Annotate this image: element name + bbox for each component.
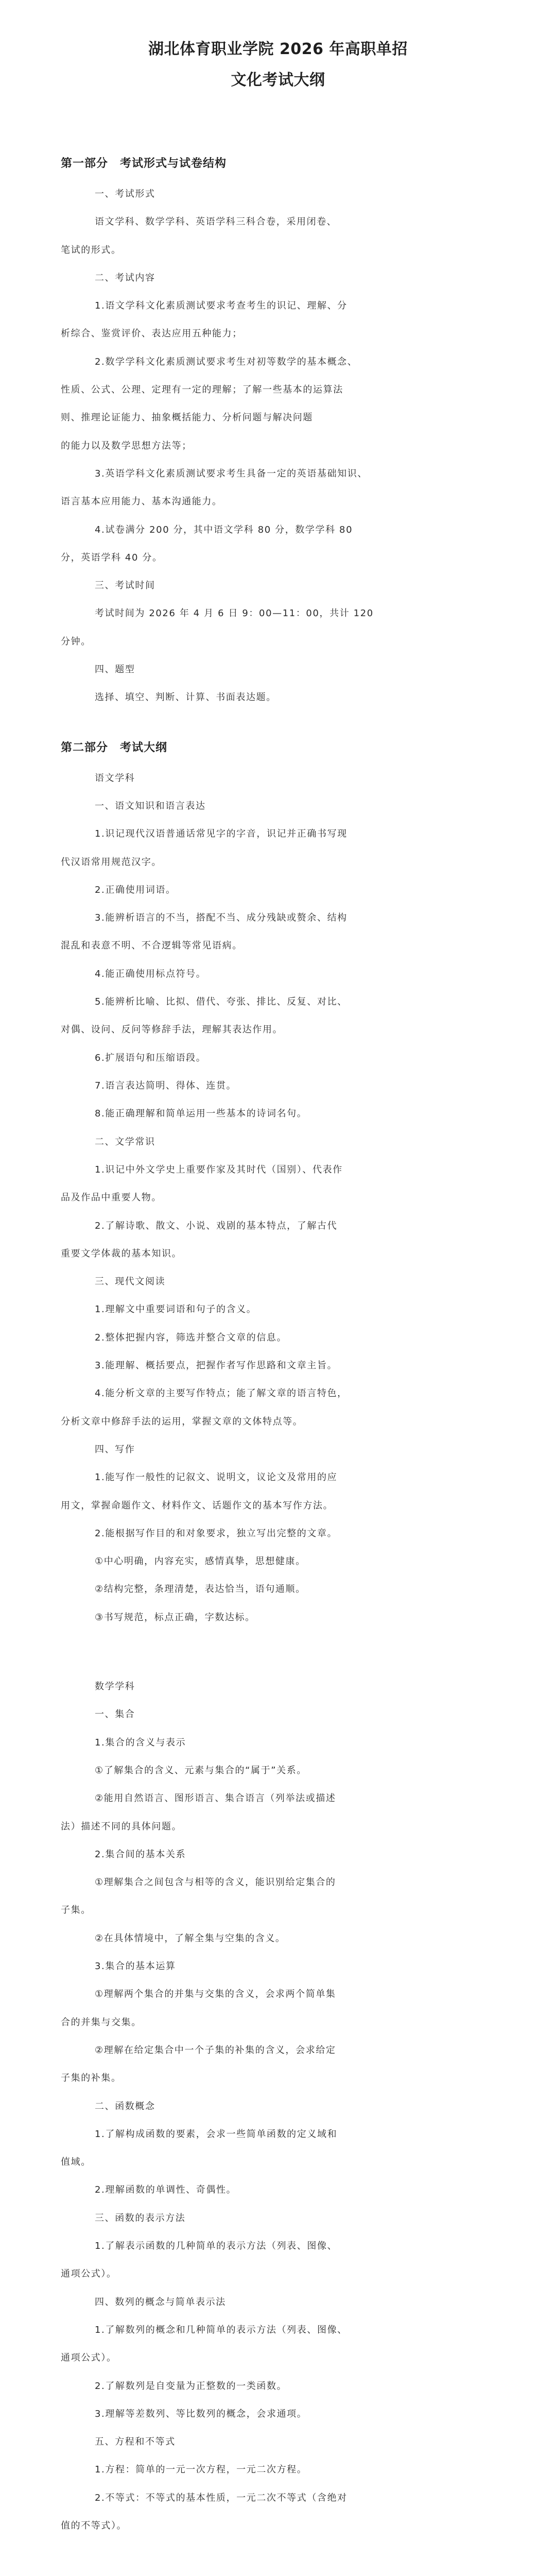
body-line: 5.能辨析比喻、比拟、借代、夸张、排比、反复、对比、 [95, 996, 348, 1007]
body-line: 1.集合的含义与表示 [95, 1737, 186, 1748]
subject-heading: 数学学科 [95, 1681, 135, 1692]
body-line: 2.数学学科文化素质测试要求考生对初等数学的基本概念、 [95, 357, 358, 367]
body-line: 2.理解函数的单调性、奇偶性。 [95, 2184, 237, 2195]
body-line: 1.了解数列的概念和几种简单的表示方法（列表、图像、 [95, 2325, 348, 2335]
body-line: 3.能理解、概括要点，把握作者写作思路和文章主旨。 [95, 1360, 338, 1371]
body-line: 4.能正确使用标点符号。 [95, 969, 206, 979]
body-line-continued: 值的不等式）。 [61, 2520, 127, 2531]
body-line: 选择、填空、判断、计算、书面表达题。 [95, 692, 276, 703]
body-line: 2.了解数列是自变量为正整数的一类函数。 [95, 2381, 287, 2392]
body-line: 4.试卷满分 200 分，其中语文学科 80 分，数学学科 80 [95, 524, 353, 535]
body-line: 三、函数的表示方法 [95, 2213, 186, 2224]
body-line-continued: 合的并集与交集。 [61, 2017, 142, 2028]
body-line-continued: 分，英语学科 40 分。 [61, 552, 163, 563]
body-line: 二、考试内容 [95, 273, 155, 283]
body-line-continued: 分钟。 [61, 636, 91, 647]
body-line: ②能用自然语言、图形语言、集合语言（列举法或描述 [95, 1793, 336, 1804]
body-line-continued: 分析文章中修辞手法的运用，掌握文章的文体特点等。 [61, 1416, 303, 1427]
body-line-continued: 用文，掌握命题作文、材料作文、话题作文的基本写作方法。 [61, 1500, 334, 1511]
body-line: 2.了解诗歌、散文、小说、戏剧的基本特点，了解古代 [95, 1221, 338, 1231]
body-line: 三、考试时间 [95, 580, 155, 591]
body-line: 语文学科 [95, 773, 135, 784]
body-line: ①了解集合的含义、元素与集合的“属于”关系。 [95, 1765, 307, 1776]
body-line: 三、现代文阅读 [95, 1276, 166, 1287]
body-line: 语文学科、数学学科、英语学科三科合卷，采用闭卷、 [95, 216, 337, 227]
body-line-continued: 对偶、设问、反问等修辞手法，理解其表达作用。 [61, 1024, 283, 1035]
body-line: 1.识记中外文学史上重要作家及其时代（国别）、代表作 [95, 1164, 343, 1175]
body-line-continued: 通项公式）。 [61, 2352, 117, 2363]
body-line-continued: 子集的补集。 [61, 2073, 121, 2083]
document-title-line: 湖北体育职业学院 2026 年高职单招 [148, 40, 408, 58]
body-line-continued: 则、推理论证能力、抽象概括能力、分析问题与解决问题 [61, 412, 313, 423]
body-line-continued: 子集。 [61, 1905, 91, 1916]
body-line: 6.扩展语句和压缩语段。 [95, 1053, 206, 1063]
body-line: 1.识记现代汉语普通话常见字的字音，识记并正确书写现 [95, 828, 348, 839]
body-line: ②理解在给定集合中一个子集的补集的含义，会求给定 [95, 2045, 336, 2056]
body-line-continued: 代汉语常用规范汉字。 [61, 857, 162, 868]
body-line: 四、写作 [95, 1444, 135, 1455]
body-line: 1.能写作一般性的记叙文、说明文，议论文及常用的应 [95, 1472, 338, 1483]
body-line: 五、方程和不等式 [95, 2436, 176, 2447]
body-line: 3.集合的基本运算 [95, 1961, 176, 1972]
body-line: 1.语文学科文化素质测试要求考查考生的识记、理解、分 [95, 300, 348, 311]
body-line: ①理解两个集合的并集与交集的含义，会求两个简单集 [95, 1989, 336, 1999]
body-line: 2.能根据写作目的和对象要求，独立写出完整的文章。 [95, 1528, 338, 1539]
body-line: ①中心明确，内容充实，感情真挚，思想健康。 [95, 1556, 306, 1567]
body-line: 7.语言表达简明、得体、连贯。 [95, 1080, 237, 1091]
body-line: ③书写规范，标点正确，字数达标。 [95, 1612, 255, 1623]
body-line-continued: 法）描述不同的具体问题。 [61, 1821, 182, 1832]
body-line: 8.能正确理解和简单运用一些基本的诗词名句。 [95, 1108, 307, 1119]
body-line: 2.整体把握内容，筛选并整合文章的信息。 [95, 1332, 287, 1343]
body-line: 1.方程：简单的一元一次方程，一元二次方程。 [95, 2464, 307, 2475]
body-line-continued: 混乱和表意不明、不合逻辑等常见语病。 [61, 940, 242, 951]
body-line: 4.能分析文章的主要写作特点；能了解文章的语言特色， [95, 1388, 348, 1399]
body-line: 考试时间为 2026 年 4 月 6 日 9：00—11：00，共计 120 [95, 608, 374, 619]
body-line: ①理解集合之间包含与相等的含义，能识别给定集合的 [95, 1877, 336, 1888]
body-line-continued: 品及作品中重要人物。 [61, 1192, 162, 1203]
body-line: 2.不等式：不等式的基本性质，一元二次不等式（含绝对 [95, 2493, 348, 2503]
body-line: ②在具体情境中，了解全集与空集的含义。 [95, 1933, 286, 1944]
body-line: 3.能辨析语言的不当，搭配不当、成分残缺或赘余、结构 [95, 912, 348, 923]
body-line: ②结构完整，条理清楚，表达恰当，语句通顺。 [95, 1584, 306, 1595]
body-line: 一、语文知识和语言表达 [95, 801, 206, 811]
body-line-continued: 笔试的形式。 [61, 245, 121, 256]
body-line: 2.集合间的基本关系 [95, 1849, 186, 1860]
body-line: 3.英语学科文化素质测试要求考生具备一定的英语基础知识、 [95, 468, 368, 479]
body-line: 1.理解文中重要词语和句子的含义。 [95, 1304, 257, 1315]
part-heading: 第二部分 考试大纲 [61, 741, 168, 754]
body-line-continued: 重要文学体裁的基本知识。 [61, 1248, 182, 1259]
body-line: 一、集合 [95, 1709, 135, 1720]
body-line-continued: 析综合、鉴赏评价、表达应用五种能力； [61, 328, 242, 339]
body-line: 二、文学常识 [95, 1137, 155, 1147]
body-line: 2.正确使用词语。 [95, 885, 176, 895]
body-line-continued: 的能力以及数学思想方法等； [61, 440, 192, 451]
body-line-continued: 性质、公式、公理、定理有一定的理解；了解一些基本的运算法 [61, 384, 343, 395]
part-heading: 第一部分 考试形式与试卷结构 [61, 157, 227, 170]
document-title-line: 文化考试大纲 [231, 71, 325, 89]
body-line: 3.理解等差数列、等比数列的概念，会求通项。 [95, 2409, 307, 2419]
body-line: 二、函数概念 [95, 2101, 155, 2112]
body-line: 四、数列的概念与简单表示法 [95, 2297, 226, 2308]
body-line: 1.了解表示函数的几种简单的表示方法（列表、图像、 [95, 2241, 338, 2251]
body-line-continued: 通项公式）。 [61, 2268, 117, 2279]
body-line: 四、题型 [95, 664, 135, 675]
body-line: 一、考试形式 [95, 189, 155, 199]
body-line-continued: 值域。 [61, 2157, 91, 2167]
body-line-continued: 语言基本应用能力、基本沟通能力。 [61, 496, 222, 507]
body-line: 1.了解构成函数的要素，会求一些简单函数的定义域和 [95, 2129, 338, 2140]
